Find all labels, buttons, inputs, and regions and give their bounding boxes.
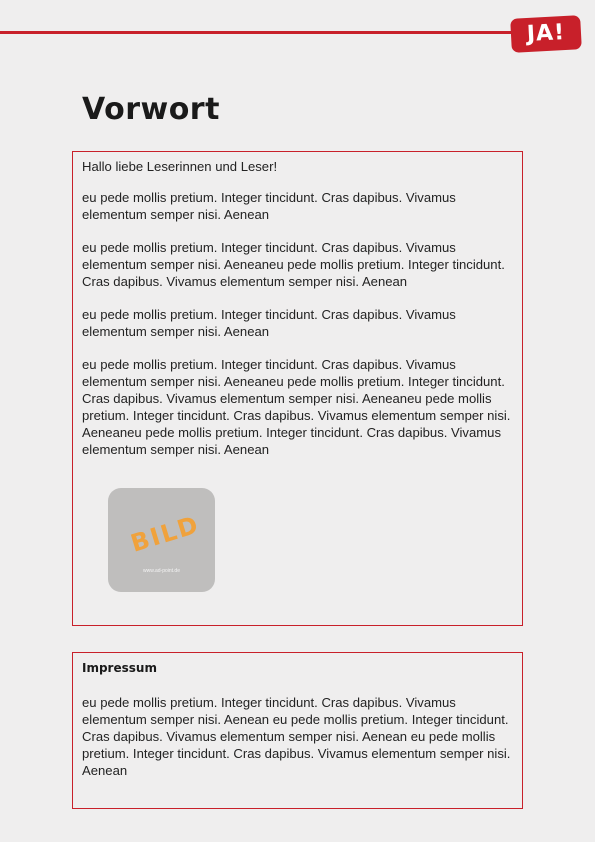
greeting-text: Hallo liebe Leserinnen und Leser! (82, 159, 278, 174)
body-paragraph: eu pede mollis pretium. Integer tincidunt. Cras dapibus. Vivamus elementum semper nisi. Aeneaneu pede mollis pretium. Integer tincidunt. Cras dapibus. Vivamus elementum semper nisi. Aeneaneu pede mollis pretium. Integer tincidunt. Cras dapibus. Vivamus elementum semper nisi. Aeneaneu pede mollis pretium. Integer tincidunt. Cras dapibus. Vivamus elementum semper nisi. Aenean (82, 357, 511, 457)
page-title: Vorwort (82, 92, 220, 127)
placeholder-label: BILD (127, 510, 203, 558)
imprint-title: Impressum (82, 661, 157, 675)
body-paragraph: eu pede mollis pretium. Integer tincidunt. Cras dapibus. Vivamus elementum semper nisi. Aenean (82, 190, 456, 222)
placeholder-caption: www.ad-point.de (143, 568, 180, 574)
foreword-section (72, 151, 523, 626)
imprint-text: eu pede mollis pretium. Integer tincidunt. Cras dapibus. Vivamus elementum semper nisi. Aenean eu pede mollis pretium. Integer tincidunt. Cras dapibus. Vivamus elementum semper nisi. Aenean eu pede mollis pretium. Integer tincidunt. Cras dapibus. Vivamus elementum semper nisi. Aenean (82, 695, 511, 778)
imprint-section (72, 652, 523, 809)
body-paragraph: eu pede mollis pretium. Integer tincidunt. Cras dapibus. Vivamus elementum semper nisi. Aeneaneu pede mollis pretium. Integer tincidunt. Cras dapibus. Vivamus elementum semper nisi. Aenean (82, 240, 505, 289)
header-rule (0, 31, 520, 34)
brand-logo: JA! (510, 15, 582, 53)
body-paragraph: eu pede mollis pretium. Integer tincidunt. Cras dapibus. Vivamus elementum semper nisi. Aenean (82, 307, 456, 339)
placeholder-image (108, 488, 215, 592)
